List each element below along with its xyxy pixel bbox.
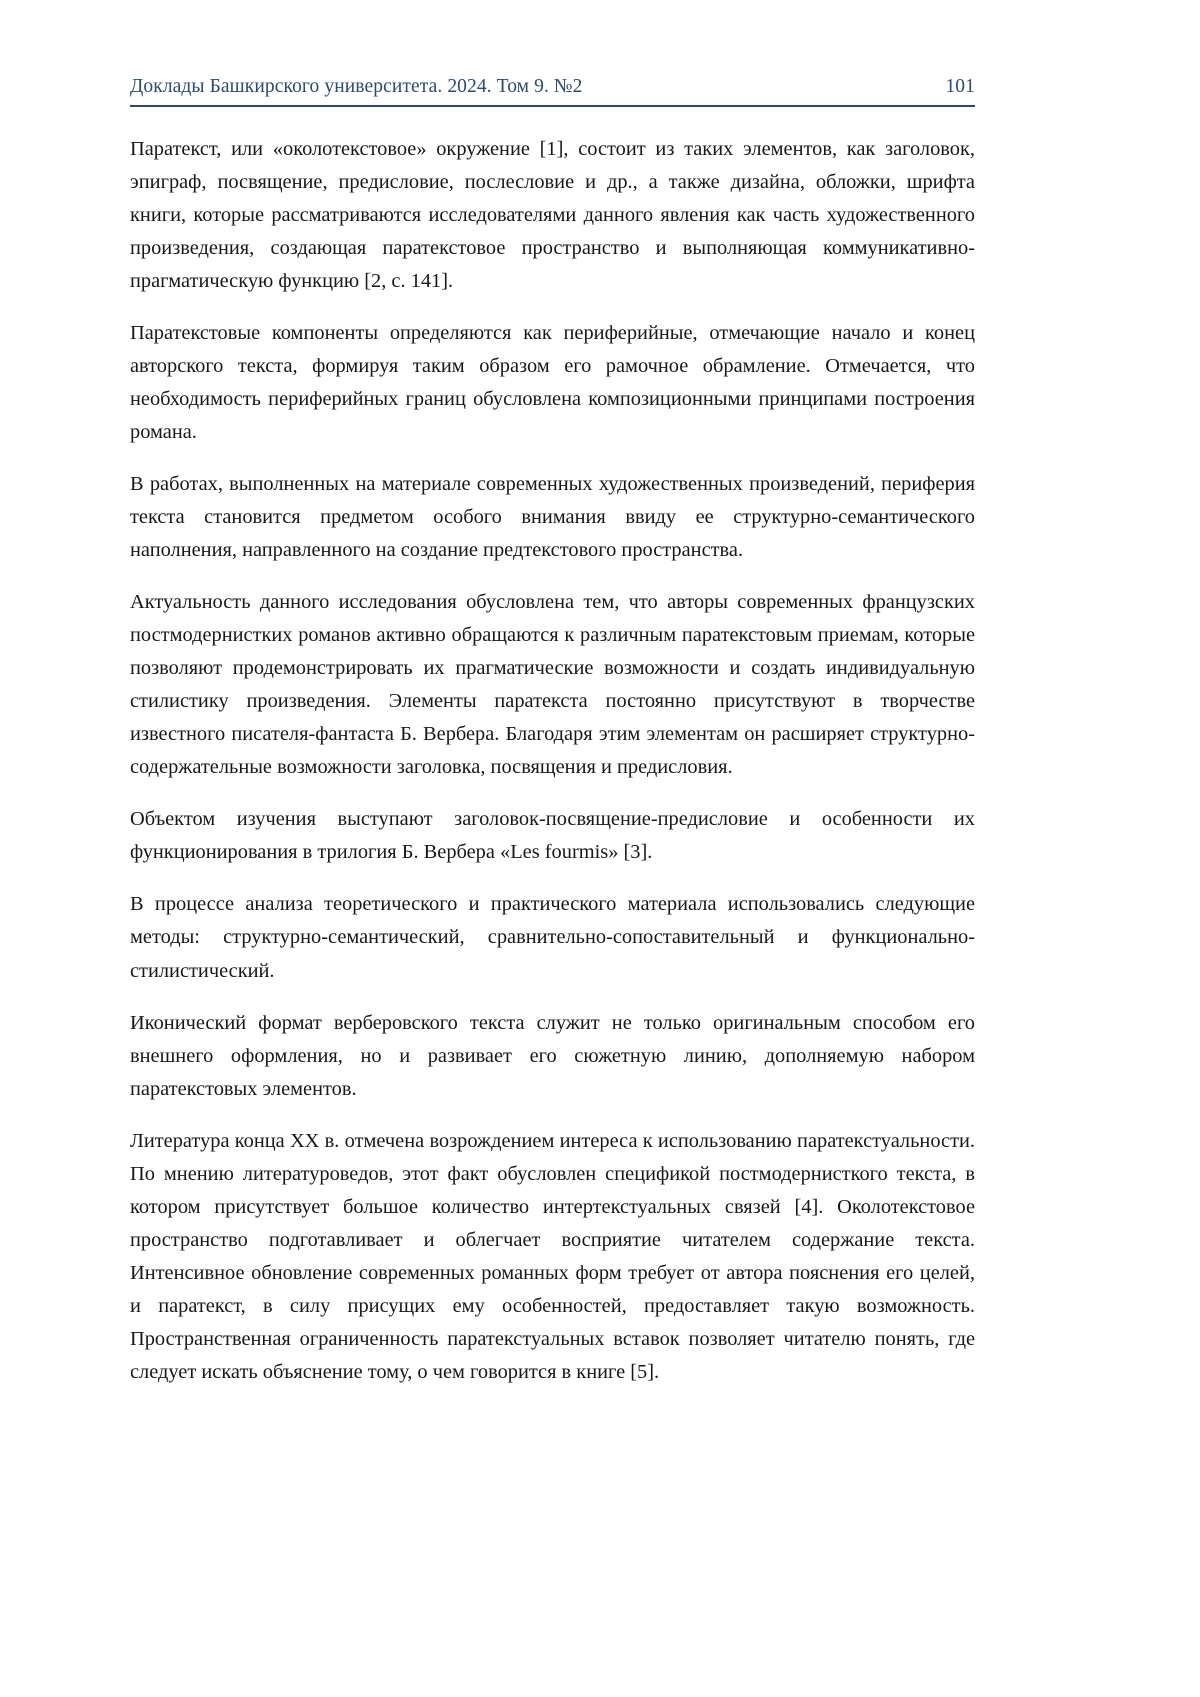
running-header [130,76,975,105]
body-paragraph: Объектом изучения выступают заголовок-посвящение-предисловие и особенности их функционирования в трилогия Б. Вербера «Les fourmis» [3]. [130,808,975,864]
page-number: 101 [945,76,975,97]
body-paragraph: В процессе анализа теоретического и практического материала использовались следующие методы: структурно-семантический, сравнительно-сопоставительный и функционально-стилистический. [130,893,975,982]
body-paragraph: Паратекстовые компоненты определяются как периферийные, отмечающие начало и конец авторского текста, формируя таким образом его рамочное обрамление. Отмечается, что необходимость периферийных границ обусловлена композиционными принципами построения романа. [130,321,975,443]
header-divider [130,105,975,107]
body-paragraph: В работах, выполненных на материале современных художественных произведений, периферия текста становится предметом особого внимания ввиду ее структурно-семантического наполнения, направленного на создание предтекстового пространства. [130,472,975,562]
page-content [130,76,975,1389]
article-body [130,133,975,1390]
body-paragraph: Литература конца XX в. отмечена возрождением интереса к использованию паратекстуальности. По мнению литературоведов, этот факт обусловлен спецификой постмодернисткого текста, в котором присутствует большое количество интертекстуальных связей [4]. Околотекстовое пространство подготавливает и облегчает восприятие читателем содержание текста. Интенсивное обновление современных романных форм требует от автора пояснения его целей, и паратекст, в силу присущих ему особенностей, предоставляет такую возможность. Пространственная ограниченность паратекстуальных вставок позволяет читателю понять, где следует искать объяснение тому, о чем говорится в книге [5]. [130,1129,975,1384]
body-paragraph: Паратекст, или «околотекстовое» окружение [1], состоит из таких элементов, как заголовок, эпиграф, посвящение, предисловие, послесловие и др., а также дизайна, обложки, шрифта книги, которые рассматриваются исследователями данного явления как часть художественного произведения, создающая паратекстовое пространство и выполняющая коммуникативно-прагматическую функцию [2, с. 141]. [130,137,975,292]
journal-title: Доклады Башкирского университета. 2024. Том 9. №2 [130,76,583,97]
body-paragraph: Актуальность данного исследования обусловлена тем, что авторы современных французских постмодернистких романов активно обращаются к различным паратекстовым приемам, которые позволяют продемонстрировать их прагматические возможности и создать индивидуальную стилистику произведения. Элементы паратекста постоянно присутствуют в творчестве известного писателя-фантаста Б. Вербера. Благодаря этим элементам он расширяет структурно-содержательные возможности заголовка, посвящения и предисловия. [130,591,975,779]
body-paragraph: Иконический формат верберовского текста служит не только оригинальным способом его внешнего оформления, но и развивает его сюжетную линию, дополняемую набором паратекстовых элементов. [130,1011,975,1100]
